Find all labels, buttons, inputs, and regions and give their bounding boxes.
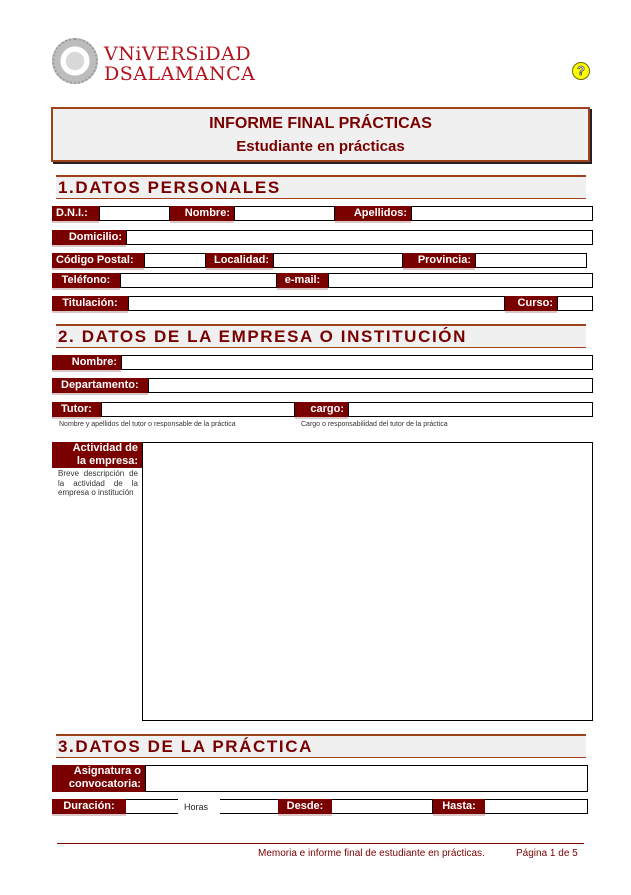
nombre-field[interactable] xyxy=(234,206,335,221)
empresa-nombre-label: Nombre: xyxy=(52,355,121,370)
horas-text: Horas xyxy=(184,802,209,812)
curso-field[interactable] xyxy=(557,296,593,311)
tutor-label: Tutor: xyxy=(52,402,101,417)
curso-label: Curso: xyxy=(505,296,557,311)
hasta-field[interactable] xyxy=(485,799,588,814)
domicilio-label: Domicilio: xyxy=(52,230,126,245)
footer-text: Memoria e informe final de estudiante en prácticas. xyxy=(258,848,485,859)
email-field[interactable] xyxy=(328,273,593,288)
apellidos-field[interactable] xyxy=(411,206,593,221)
desde-field[interactable] xyxy=(332,799,433,814)
section-3-heading: 3.DATOS DE LA PRÁCTICA xyxy=(56,734,586,758)
logo-line-1: VNiVERSiDAD xyxy=(104,43,252,65)
provincia-field[interactable] xyxy=(475,253,587,268)
telefono-field[interactable] xyxy=(120,273,277,288)
footer-divider xyxy=(57,843,584,844)
telefono-label: Teléfono: xyxy=(52,273,120,288)
cargo-label: cargo: xyxy=(295,402,348,417)
actividad-label-line-2: la empresa: xyxy=(76,455,138,467)
departamento-field[interactable] xyxy=(148,378,593,393)
empresa-nombre-field[interactable] xyxy=(121,355,593,370)
question-mark-icon: ? xyxy=(577,63,585,78)
localidad-field[interactable] xyxy=(273,253,403,268)
departamento-label: Departamento: xyxy=(52,378,148,393)
actividad-label-line-1: Actividad de xyxy=(72,442,138,454)
desde-label: Desde: xyxy=(278,799,332,814)
email-label: e-mail: xyxy=(277,273,328,288)
tutor-hint: Nombre y apellidos del tutor o responsable de la práctica xyxy=(59,421,236,428)
dni-label: D.N.I.: xyxy=(52,206,99,221)
provincia-label: Provincia: xyxy=(403,253,475,268)
actividad-label xyxy=(52,442,142,468)
logo-line-2: DSALAMANCA xyxy=(104,63,256,85)
duracion-line xyxy=(220,799,278,814)
cargo-hint: Cargo o responsabilidad del tutor de la práctica xyxy=(301,421,448,428)
titulacion-field[interactable] xyxy=(128,296,505,311)
cargo-field[interactable] xyxy=(348,402,593,417)
asignatura-label xyxy=(52,765,145,792)
tutor-field[interactable] xyxy=(101,402,295,417)
help-button[interactable] xyxy=(572,62,590,80)
asignatura-label-line-1: Asignatura o xyxy=(73,765,141,777)
asignatura-field[interactable] xyxy=(145,765,588,792)
document-title: INFORME FINAL PRÁCTICAS xyxy=(209,115,432,132)
apellidos-label: Apellidos: xyxy=(335,206,411,221)
duracion-label: Duración: xyxy=(52,799,126,814)
titulacion-label: Titulación: xyxy=(52,296,128,311)
domicilio-field[interactable] xyxy=(126,230,593,245)
university-seal-icon xyxy=(52,38,98,84)
section-1-heading: 1.DATOS PERSONALES xyxy=(56,175,586,199)
localidad-label: Localidad: xyxy=(206,253,273,268)
dni-field[interactable] xyxy=(99,206,170,221)
actividad-field[interactable] xyxy=(142,442,593,721)
section-2-heading: 2. DATOS DE LA EMPRESA O INSTITUCIÓN xyxy=(56,324,586,348)
title-box xyxy=(51,107,590,162)
hasta-label: Hasta: xyxy=(433,799,485,814)
codigo-postal-field[interactable] xyxy=(144,253,206,268)
document-subtitle: Estudiante en prácticas xyxy=(236,138,405,155)
nombre-label: Nombre: xyxy=(170,206,234,221)
page-number: Página 1 de 5 xyxy=(516,848,578,859)
duracion-field[interactable] xyxy=(126,799,178,814)
actividad-hint: Breve descripción de la actividad de la empresa o institución xyxy=(58,469,138,497)
asignatura-label-line-2: convocatoria: xyxy=(68,778,141,790)
codigo-postal-label: Código Postal: xyxy=(52,253,144,268)
